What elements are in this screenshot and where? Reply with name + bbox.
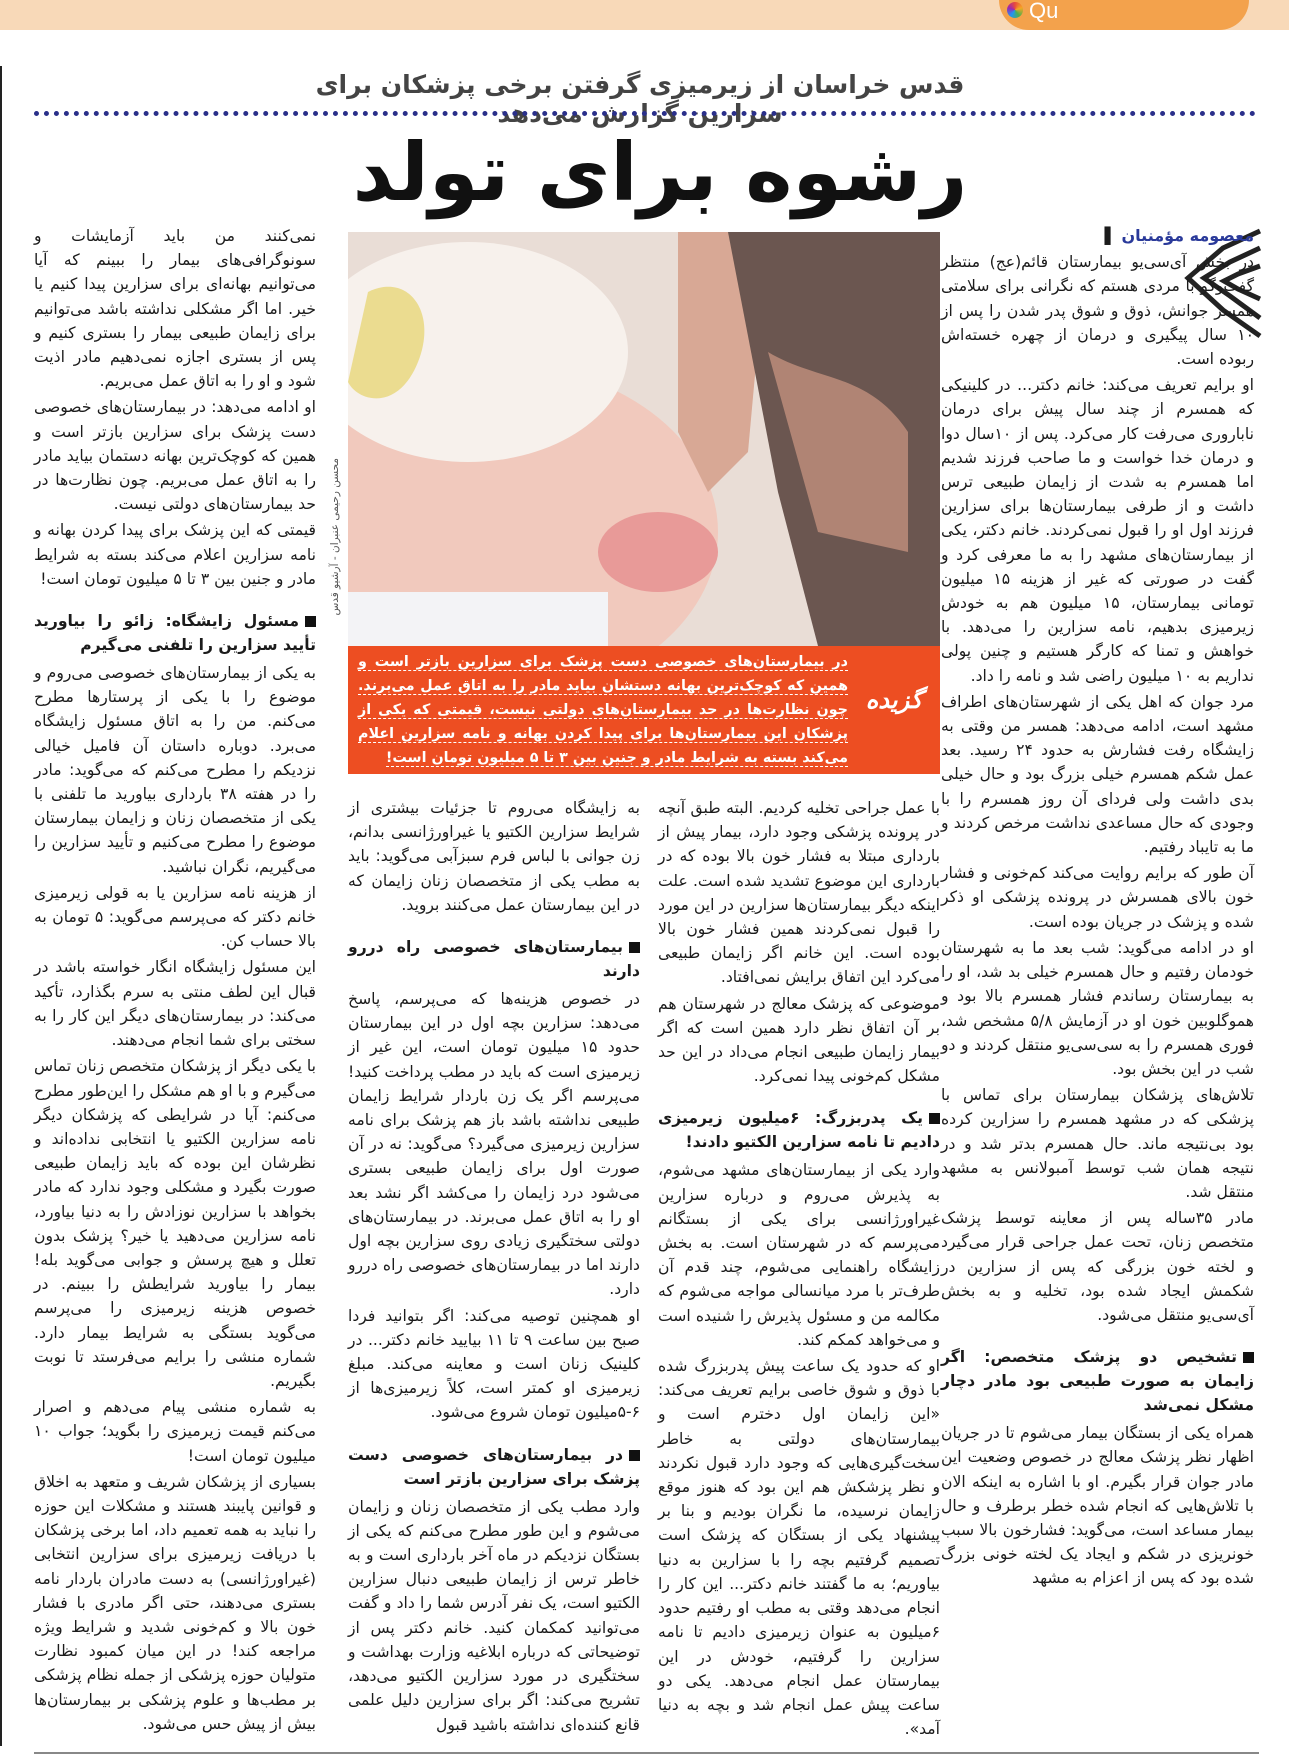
subheading: مسئول زایشگاه: زائو را بیاورید تأیید سزارین را تلفنی می‌گیرم	[34, 609, 316, 657]
paragraph: تلاش‌های پزشکان بیمارستان برای تماس با پزشکی که در مشهد همسرم را سزارین کرده بود بی‌نتیجه ماند. حال همسرم بدتر شد و در نتیجه همان شب توسط آمبولانس به مشهد منتقل شد.	[941, 1086, 1254, 1201]
paragraph: این مسئول زایشگاه انگار خواسته باشد در قبال این لطف منتی به سرم بگذارد، تأکید می‌کند: در بیمارستان‌های دیگر این کار را به سختی برای شما انجام می‌دهند.	[34, 958, 316, 1050]
paragraph: به یکی از بیمارستان‌های خصوصی می‌روم و موضوع را با یکی از پرستارها مطرح می‌کنم. من را به اتاق مسئول زایشگاه می‌برد. دوباره داستان آن فامیل خیالی نزدیکم را مطرح می‌کنم که می‌گوید: مادر را در هفته ۳۸ بارداری بیاورید ما تلفنی با یکی از متخصصان زنان و زایمان بیمارستان موضوع را مطرح می‌کنیم و تأیید سزارین را می‌گیریم، نگران نباشید.	[34, 664, 316, 876]
dotted-divider	[34, 111, 1256, 116]
page-border	[0, 66, 2, 1746]
paragraph: او که حدود یک ساعت پیش پدربزرگ شده با ذوق و شوق خاصی برایم تعریف می‌کند: «این زایمان اول دخترم است و بیمارستان‌های دولتی به خاطر سخت‌گیری‌هایی که وجود دارد قبول نکردند و نظر پزشکش هم این بود که هنوز موقع زایمان نرسیده، ما نگران بودیم و بنا بر پیشنهاد یکی از بستگان که پزشک است تصمیم گرفتیم بچه را با سزارین به دنیا بیاوریم؛ به ما گفتند خانم دکتر... این کار را انجام می‌دهد وقتی به مطب او رفتیم حدود ۶میلیون به عنوان زیرمیزی دادیم تا نامه سزارین را گرفتیم، خودش در این بیمارستان عمل انجام می‌دهد. یکی دو ساعت پیش عمل انجام شد و بچه به دنیا آمد».	[658, 1357, 940, 1739]
author-line: معصومه مؤمنیان ▌	[1104, 226, 1254, 245]
pullquote-label: گزیده	[865, 686, 923, 714]
paragraph: وارد یکی از بیمارستان‌های مشهد می‌شوم، به پذیرش می‌روم و درباره سزارین غیراورژانسی برای یکی از بستگانم می‌پرسم که در شهرستان است. به بخش زایشگاه راهنمایی می‌شوم، چند قدم آن طرف‌تر با مرد میانسالی مواجه می‌شوم که مکالمه من و مسئول پذیرش را شنیده است و می‌خواهد کمکم کند.	[658, 1161, 940, 1349]
paragraph: او ادامه می‌دهد: در بیمارستان‌های خصوصی دست پزشک برای سزارین بازتر است و همین که کوچک‌ترین بهانه دستمان بیاید مادر را به اتاق عمل می‌بریم. چون نظارت‌ها در حد بیمارستان‌های دولتی نیست.	[34, 398, 316, 514]
paragraph: در بخش آی‌سی‌یو بیمارستان قائم(عج) منتظر گفت‌وگو با مردی هستم که نگرانی برای سلامتی همسر جوانش، ذوق و شوق پدر شدن را پس از ۱۰ سال پیگیری و درمان از چهره خسته‌اش ربوده است.	[941, 253, 1254, 369]
article-kicker: قدس خراسان از زیرمیزی گرفتن برخی پزشکان برای سزارین گزارش می‌دهد	[315, 70, 965, 128]
column-2	[658, 796, 940, 1743]
pullquote-body: در بیمارستان‌های خصوصی دست پزشک برای سزارین بازتر است و همین که کوچک‌ترین بهانه دستشان بیاید مادر را به اتاق عمل می‌برند. چون نظارت‌ها در حد بیمارستان‌های دولتی نیست، قیمتی که یکی از پزشکان این بیمارستان‌ها برای پیدا کردن بهانه و نامه سزارین اعلام می‌کند بسته به شرایط مادر و جنین بین ۳ تا ۵ میلیون تومان است!	[358, 654, 848, 766]
paragraph: مادر ۳۵ساله پس از معاینه توسط پزشک متخصص زنان، تحت عمل جراحی قرار می‌گیرد و لخته خون بزرگی که پس از سزارین در شکمش ایجاد شده بود، تخلیه و به بخش آی‌سی‌یو منتقل می‌شود.	[941, 1209, 1254, 1324]
paragraph: او برایم تعریف می‌کند: خانم دکتر... در کلینیکی که همسرم از چند سال پیش برای درمان ناباروری می‌رفت کار می‌کرد. پس از ۱۰سال دوا و درمان خدا خواست و ما صاحب فرزند شدیم اما همسرم به شدت از زایمان طبیعی ترس داشت و از طرفی بیمارستان‌ها برای سزارین فرزند اول او را قبول نمی‌کردند. خانم دکتر، یکی از بیمارستان‌های مشهد را به ما معرفی کرد و گفت در صورتی که غیر از هزینه ۱۵ میلیون تومانی بیمارستان، ۱۵ میلیون هم به خودش زیرمیزی بدهیم، نامه سزارین را می‌دهد. با خواهش و تمنا که کارگر هستیم و چنین پولی نداریم به ۱۰ میلیون راضی شد و نامه را داد.	[941, 376, 1255, 685]
paragraph: او در ادامه می‌گوید: شب بعد ما به شهرستان خودمان رفتیم و حال همسرم خیلی بد شد، او را به بیمارستان رساندم فشار همسرم بالا بود و هموگلوبین خون او در آزمایش ۵/۸ مشخص شد، فوری همسرم را به سی‌سی‌یو منتقل کردند و دو شب در این بخش بود.	[941, 938, 1254, 1078]
paragraph: با عمل جراحی تخلیه کردیم. البته طبق آنچه در پرونده پزشکی وجود دارد، بیمار پیش از بارداری مبتلا به فشار خون بالا بوده که در بارداری این موضوع تشدید شده است. علت اینکه دیگر بیمارستان‌ها سزارین در این مورد را قبول نمی‌کردند همین فشار خون بالا بوده است. این خانم اگر زایمان طبیعی می‌کرد این اتفاق برایش نمی‌افتاد.	[658, 799, 940, 987]
column-3	[348, 796, 640, 1739]
subheading: در بیمارستان‌های خصوصی دست پزشک برای سزارین بازتر است	[348, 1443, 640, 1491]
paragraph: همراه یکی از بستگان بیمار می‌شوم تا در جریان اظهار نظر پزشک معالج در خصوص وضعیت این مادر جوان قرار بگیرم. او با اشاره به اینکه الان با تلاش‌هایی که انجام شده خطر برطرف و حال بیمار مساعد است، می‌گوید: فشارخون بالا سبب خونریزی در شکم و ایجاد یک لخته خونی بزرگ شده بود که پس از اعزام به مشهد	[941, 1424, 1254, 1588]
pullquote-box	[348, 646, 940, 774]
newspaper-logo	[999, 0, 1249, 30]
author-name: معصومه مؤمنیان	[1121, 226, 1254, 245]
photo-credit-text: محسن رحیمی عنبران - آرشیو قدس	[329, 458, 341, 616]
logo-text: Qu	[1029, 0, 1059, 23]
column-4	[34, 224, 316, 1738]
subheading: بیمارستان‌های خصوصی راه دررو دارند	[348, 935, 640, 983]
article-headline: رشوه برای تولد	[352, 126, 968, 219]
photo-credit	[327, 460, 343, 640]
column-1	[941, 224, 1254, 1593]
pullquote-text	[358, 650, 848, 770]
article-photo	[348, 232, 940, 646]
logo-emblem-icon	[1007, 2, 1023, 18]
paragraph: آن طور که برایم روایت می‌کند کم‌خونی و فشار خون بالای همسرش در پرونده پزشکی او ذکر شده و پزشک در جریان بوده است.	[941, 864, 1254, 931]
paragraph: به شماره منشی پیام می‌دهم و اصرار می‌کنم قیمت زیرمیزی را بگوید؛ جواب ۱۰ میلیون تومان است!	[34, 1398, 316, 1465]
top-banner	[0, 0, 1289, 30]
paragraph: او همچنین توصیه می‌کند: اگر بتوانید فردا صبح بین ساعت ۹ تا ۱۱ بیایید خانم دکتر... در کلینیک زنان است و معاینه می‌کند. مبلغ زیرمیزی او کمتر است، کلاً زیرمیزی‌ها از ۶-۵میلیون تومان شروع می‌شود.	[348, 1306, 640, 1422]
paragraph: نمی‌کنند من باید آزمایشات و سونوگرافی‌های بیمار را ببینم که آیا می‌توانیم بهانه‌ای برای سزارین پیدا کنیم یا خیر. اما اگر مشکلی نداشته باشد می‌توانیم برای زایمان طبیعی بیمار را بستری کنیم و پس از بستری اجازه نمی‌دهیم مادر اذیت شود و او را به اتاق عمل می‌بریم.	[34, 227, 316, 391]
paragraph: قیمتی که این پزشک برای پیدا کردن بهانه و نامه سزارین اعلام می‌کند بسته به شرایط مادر و جنین بین ۳ تا ۵ میلیون تومان است!	[34, 521, 316, 588]
paragraph: مرد جوان که اهل یکی از شهرستان‌های اطراف مشهد است، ادامه می‌دهد: همسر من وقتی به زایشگاه رفت فشارش به حدود ۲۴ رسید. بعد عمل شکم همسرم خیلی بزرگ بود و حال خیلی بدی داشت ولی فردای آن روز همسرم را با وجودی که حال مساعدی نداشت مرخص کردند و ما به تایباد رفتیم.	[941, 692, 1254, 857]
paragraph: به زایشگاه می‌روم تا جزئیات بیشتری از شرایط سزارین الکتیو یا غیراورژانسی بدانم، زن جوانی با لباس فرم سبزآبی می‌گوید: باید به مطب یکی از متخصصان زنان زایمان که در این بیمارستان عمل می‌کنند بروید.	[348, 799, 640, 914]
paragraph: با یکی دیگر از پزشکان متخصص زنان تماس می‌گیرم و با او هم مشکل را این‌طور مطرح می‌کنم: آیا در شرایطی که پزشکان دیگر نامه سزارین الکتیو یا انتخابی نداده‌اند و نظرشان این بوده که باید زایمان طبیعی صورت بگیرد و مشکلی وجود ندارد که مادر بخواهد با سزارین نوزادش را به دنیا بیاورد، نامه سزارین می‌دهید یا خیر؟ پزشک بدون تعلل و هیچ پرسش و جوابی می‌گوید بله! بیمار را بیاورید شرایطش را ببینم. در خصوص هزینه زیرمیزی را می‌پرسم می‌گوید بستگی به شرایط بیمار دارد. شماره منشی را برایم می‌فرستد تا نوبت بگیریم.	[34, 1057, 316, 1390]
paragraph: وارد مطب یکی از متخصصان زنان و زایمان می‌شوم و این طور مطرح می‌کنم که یکی از بستگان نزدیکم در ماه آخر بارداری است و به خاطر ترس از زایمان طبیعی دنبال سزارین الکتیو است، یک نفر آدرس شما را داد و گفت می‌توانید کمکمان کنید. خانم دکتر پس از توضیحاتی که درباره ابلاغیه وزارت بهداشت و سختگیری در مورد سزارین الکتیو می‌دهد، تشریح می‌کند: اگر برای سزارین دلیل علمی قانع کننده‌ای نداشته باشید قبول	[348, 1497, 640, 1734]
bottom-rule	[34, 1752, 1259, 1754]
paragraph: بسیاری از پزشکان شریف و متعهد به اخلاق و قوانین پایبند هستند و مشکلات این حوزه را نباید به همه تعمیم داد، اما برخی پزشکان با دریافت زیرمیزی برای سزارین انتخابی (غیراورژانسی) به دست مادران باردار نامه بستری می‌دهند، حتی اگر مادری با فشار خون بالا و کم‌خونی شدید و شرایط ویژه مراجعه کند! در این میان کمبود نظارت متولیان حوزه پزشکی از جمله نظام پزشکی بر مطب‌ها و علوم پزشکی بر بیمارستان‌ها بیش از پیش حس می‌شود.	[34, 1472, 316, 1733]
subheading: تشخیص دو پزشک متخصص: اگر زایمان به صورت طبیعی بود مادر دچار مشکل نمی‌شد	[941, 1345, 1254, 1417]
subheading: یک پدربزرگ: ۶میلیون زیرمیزی دادیم تا نامه سزارین الکتیو دادند!	[658, 1106, 940, 1154]
paragraph: موضوعی که پزشک معالج در شهرستان هم بر آن اتفاق نظر دارد همین است که اگر بیمار زایمان طبیعی انجام می‌داد در این حد مشکل کم‌خونی پیدا نمی‌کرد.	[658, 994, 940, 1086]
paragraph: در خصوص هزینه‌ها که می‌پرسم، پاسخ می‌دهد: سزارین بچه اول در این بیمارستان حدود ۱۵ میلیون تومان است، این غیر از زیرمیزی است که باید در مطب پرداخت کنید! می‌پرسم اگر یک زن باردار شرایط زایمان طبیعی نداشته باشد باز هم پزشک برای نامه سزارین زیرمیزی می‌گیرد؟ می‌گوید: نه در آن صورت اول برای زایمان طبیعی بستری می‌شود درد زایمان را می‌کشد اگر نشد بعد او را به اتاق عمل می‌برند. در بیمارستان‌های دولتی سختگیری زیادی روی سزارین بچه اول دارند اما در بیمارستان‌های خصوصی راه دررو دارد.	[348, 990, 640, 1299]
paragraph: از هزینه نامه سزارین یا به قولی زیرمیزی خانم دکتر که می‌پرسم می‌گوید: ۵ تومان به بالا حساب کن.	[34, 883, 316, 951]
